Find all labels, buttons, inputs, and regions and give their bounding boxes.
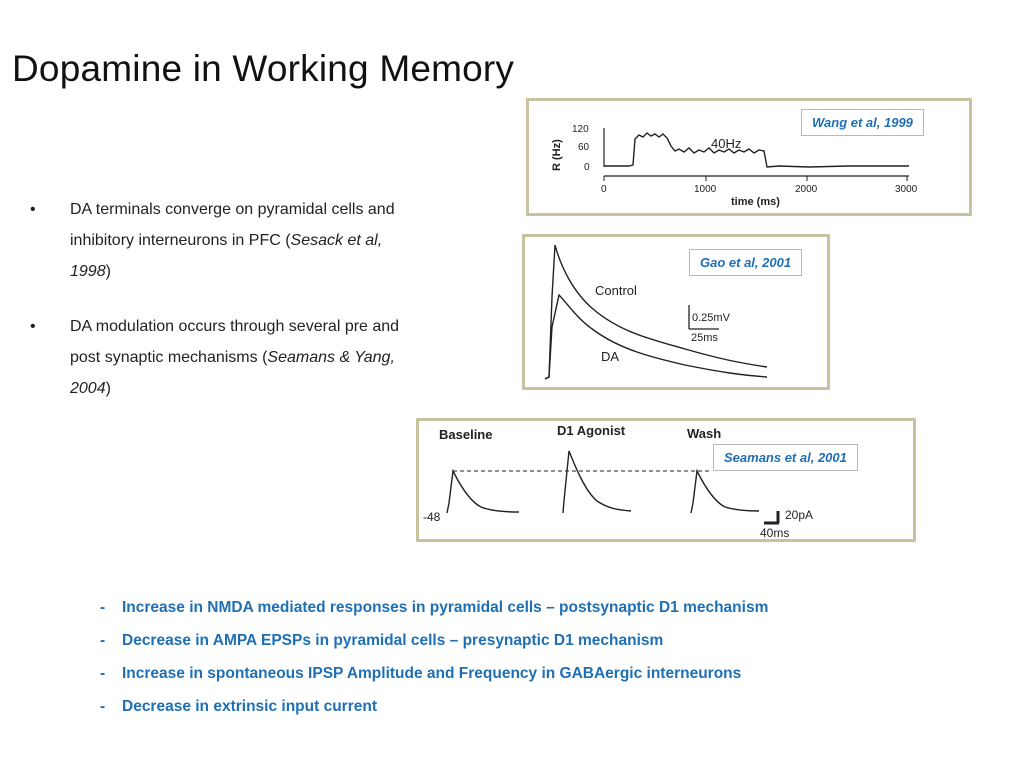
seamans-scale-current: 20pA bbox=[785, 508, 814, 522]
finding-dash: - bbox=[100, 698, 106, 715]
bullet-citation: Seamans & Yang, 2004 bbox=[70, 349, 395, 397]
finding-text: Increase in spontaneous IPSP Amplitude and Frequency in GABAergic interneurons bbox=[122, 665, 742, 682]
seamans-current-plot bbox=[419, 421, 913, 539]
baseline-label: Baseline bbox=[439, 427, 493, 442]
agonist-trace bbox=[563, 451, 631, 513]
finding-dash: - bbox=[100, 665, 106, 682]
wang-xlabel: time (ms) bbox=[731, 196, 780, 208]
gao-scale-v: 0.25mV bbox=[692, 312, 730, 324]
bullet-close: ) bbox=[105, 263, 111, 280]
wang-figure bbox=[526, 98, 972, 216]
bullet-list bbox=[30, 194, 420, 428]
gao-citation: Gao et al, 2001 bbox=[689, 249, 802, 276]
bullet-dot: • bbox=[30, 201, 36, 218]
control-label: Control bbox=[595, 283, 637, 298]
gao-figure bbox=[522, 234, 830, 390]
wang-xtick: 1000 bbox=[694, 184, 717, 195]
da-label: DA bbox=[601, 349, 620, 364]
finding-text: Decrease in extrinsic input current bbox=[122, 698, 377, 715]
wang-citation: Wang et al, 1999 bbox=[801, 109, 924, 136]
wang-ytick: 60 bbox=[578, 142, 590, 153]
seamans-figure bbox=[416, 418, 916, 542]
finding-item bbox=[100, 596, 768, 629]
bullet-text: DA modulation occurs through several pre and post synaptic mechanisms ( bbox=[70, 318, 400, 366]
finding-item bbox=[100, 695, 768, 728]
bullet-dot: • bbox=[30, 318, 36, 335]
slide-title: Dopamine in Working Memory bbox=[12, 48, 515, 89]
wang-firing-trace bbox=[604, 133, 909, 167]
seamans-scale-time: 40ms bbox=[760, 526, 790, 539]
baseline-trace bbox=[447, 471, 519, 513]
bullet-item bbox=[30, 311, 420, 404]
wang-xtick: 2000 bbox=[795, 184, 818, 195]
wang-xtick: 0 bbox=[601, 184, 607, 195]
findings-list bbox=[100, 596, 768, 728]
finding-item bbox=[100, 629, 768, 662]
finding-dash: - bbox=[100, 599, 106, 616]
finding-dash: - bbox=[100, 632, 106, 649]
bullet-item bbox=[30, 194, 420, 287]
holding-potential: -48 bbox=[423, 510, 441, 524]
finding-text: Decrease in AMPA EPSPs in pyramidal cells – presynaptic D1 mechanism bbox=[122, 632, 664, 649]
seamans-citation: Seamans et al, 2001 bbox=[713, 444, 858, 471]
wash-trace bbox=[691, 471, 759, 513]
bullet-citation: Sesack et al, 1998 bbox=[70, 232, 383, 280]
wang-annotation: 40Hz bbox=[711, 136, 742, 151]
finding-text: Increase in NMDA mediated responses in pyramidal cells – postsynaptic D1 mechanism bbox=[122, 599, 769, 616]
wang-ylabel: R (Hz) bbox=[551, 139, 563, 171]
da-trace bbox=[545, 295, 767, 379]
wash-label: Wash bbox=[687, 426, 722, 441]
bullet-close: ) bbox=[105, 380, 111, 397]
finding-item bbox=[100, 662, 768, 695]
gao-scale-t: 25ms bbox=[691, 332, 718, 344]
wang-ytick: 120 bbox=[572, 124, 589, 135]
wang-xtick: 3000 bbox=[895, 184, 918, 195]
agonist-label: D1 Agonist bbox=[557, 423, 626, 438]
wang-ytick: 0 bbox=[584, 162, 590, 173]
bullet-text: DA terminals converge on pyramidal cells and inhibitory interneurons in PFC ( bbox=[70, 201, 395, 249]
